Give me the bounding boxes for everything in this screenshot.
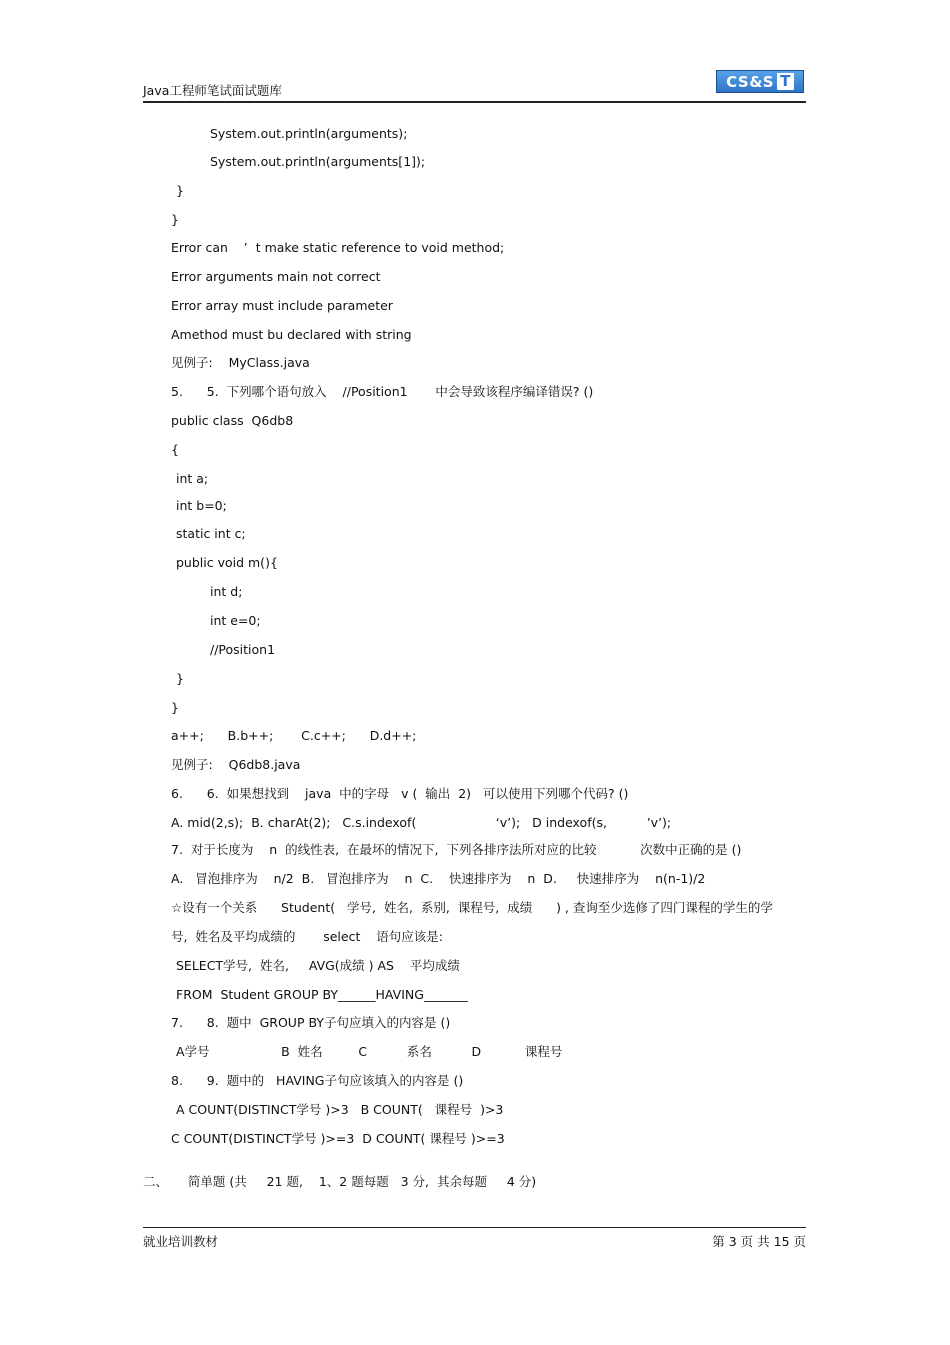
- code-line: //Position1: [210, 642, 276, 657]
- code-line: }: [171, 700, 179, 715]
- code-line: int b=0;: [176, 498, 227, 513]
- code-line: public class Q6db8: [171, 413, 294, 428]
- question-text: 6. 6. 如果想找到 java 中的字母 v ( 输出 2) 可以使用下列哪个代码? (): [171, 786, 629, 801]
- code-line: System.out.println(arguments);: [210, 126, 408, 141]
- header-divider: [143, 101, 806, 103]
- answer-option: Error can ’ t make static reference to void method;: [171, 240, 505, 255]
- page-number: 第 3 页 共 15 页: [712, 1234, 806, 1249]
- logo-mark: T: [777, 73, 794, 90]
- answer-option: Amethod must bu declared with string: [171, 327, 412, 342]
- logo-text: CS&S: [726, 72, 775, 91]
- question-text: ☆设有一个关系 Student( 学号, 姓名, 系别, 课程号, 成绩 ) , 查询至少选修了四门课程的学生的学: [171, 900, 773, 915]
- example-reference: 见例子: MyClass.java: [171, 355, 310, 370]
- footer-divider: [143, 1227, 806, 1228]
- code-line: int a;: [176, 471, 209, 486]
- code-line: }: [176, 183, 184, 198]
- question-text: 7. 对于长度为 n 的线性表, 在最坏的情况下, 下列各排序法所对应的比较 次数中正确的是 (): [171, 842, 742, 857]
- example-reference: 见例子: Q6db8.java: [171, 757, 301, 772]
- answer-options: A. 冒泡排序为 n/2 B. 冒泡排序为 n C. 快速排序为 n D. 快速排序为 n(n-1)/2: [171, 871, 706, 886]
- answer-options: C COUNT(DISTINCT学号 )>=3 D COUNT( 课程号 )>=3: [171, 1131, 505, 1146]
- answer-options: A COUNT(DISTINCT学号 )>3 B COUNT( 课程号 )>3: [176, 1102, 504, 1117]
- answer-option: Error array must include parameter: [171, 298, 393, 313]
- document-header-title: Java工程师笔试面试题库: [143, 83, 282, 98]
- question-text: 8. 9. 题中的 HAVING子句应该填入的内容是 (): [171, 1073, 464, 1088]
- company-logo: [716, 70, 804, 93]
- code-line: }: [176, 671, 184, 686]
- code-line: }: [171, 212, 179, 227]
- code-line: System.out.println(arguments[1]);: [210, 154, 426, 169]
- question-text: 5. 5. 下列哪个语句放入 //Position1 中会导致该程序编译错误? (): [171, 384, 594, 399]
- sql-line: FROM Student GROUP BY______HAVING_______: [176, 987, 468, 1002]
- question-text: 号, 姓名及平均成绩的 select 语句应该是:: [171, 929, 443, 944]
- code-line: {: [171, 442, 179, 457]
- section-heading: 二、 简单题 (共 21 题, 1、2 题每题 3 分, 其余每题 4 分): [143, 1174, 537, 1189]
- footer-label: 就业培训教材: [143, 1234, 219, 1249]
- sql-line: SELECT学号, 姓名, AVG(成绩 ) AS 平均成绩: [176, 958, 460, 973]
- answer-options: A. mid(2,s); B. charAt(2); C.s.indexof( ‘v’); D indexof(s, ’v’);: [171, 815, 672, 830]
- code-line: static int c;: [176, 526, 246, 541]
- question-text: 7. 8. 题中 GROUP BY子句应填入的内容是 (): [171, 1015, 451, 1030]
- answer-option: Error arguments main not correct: [171, 269, 381, 284]
- code-line: int d;: [210, 584, 243, 599]
- code-line: int e=0;: [210, 613, 261, 628]
- code-line: public void m(){: [176, 555, 278, 570]
- answer-options: A学号 B 姓名 C 系名 D 课程号: [176, 1044, 563, 1059]
- answer-options: a++; B.b++; C.c++; D.d++;: [171, 728, 417, 743]
